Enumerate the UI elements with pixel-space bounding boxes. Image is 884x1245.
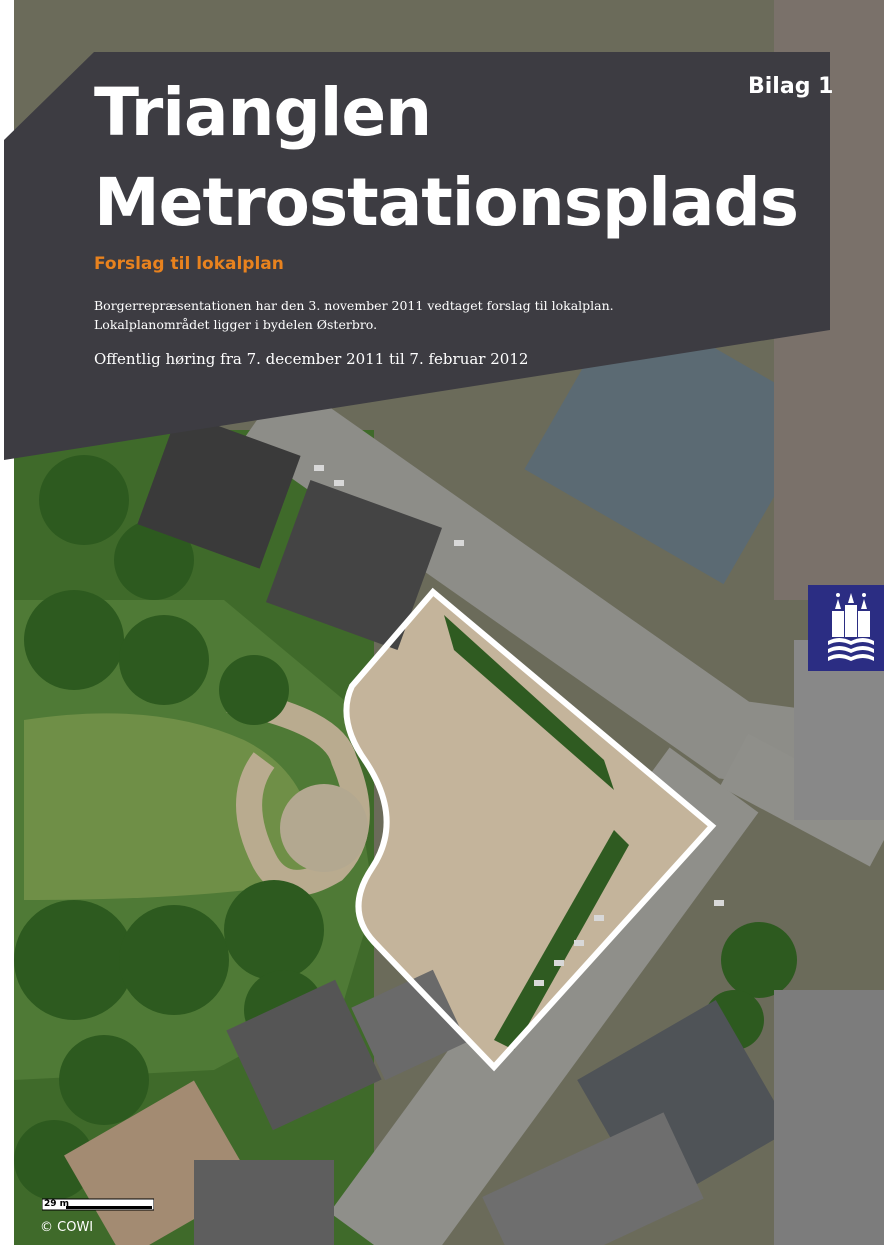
description-line-2: Lokalplanområdet ligger i bydelen Østerbro. bbox=[94, 317, 378, 332]
title-line-2: Metrostationsplads bbox=[94, 164, 798, 241]
description-line-1: Borgerrepræsentationen har den 3. november 2011 vedtaget forslag til lokalplan. bbox=[94, 298, 614, 313]
scale-label: 29 m bbox=[44, 1199, 70, 1209]
title-line-1: Trianglen bbox=[94, 74, 432, 151]
subtitle: Forslag til lokalplan bbox=[94, 254, 284, 274]
hearing-period: Offentlig høring fra 7. december 2011 til 7. februar 2012 bbox=[94, 350, 529, 368]
copenhagen-crest-icon bbox=[808, 585, 884, 671]
copyright-text: © COWI bbox=[40, 1220, 94, 1235]
description bbox=[94, 296, 634, 334]
page-title bbox=[94, 68, 798, 248]
appendix-label: Bilag 1 bbox=[748, 74, 834, 99]
